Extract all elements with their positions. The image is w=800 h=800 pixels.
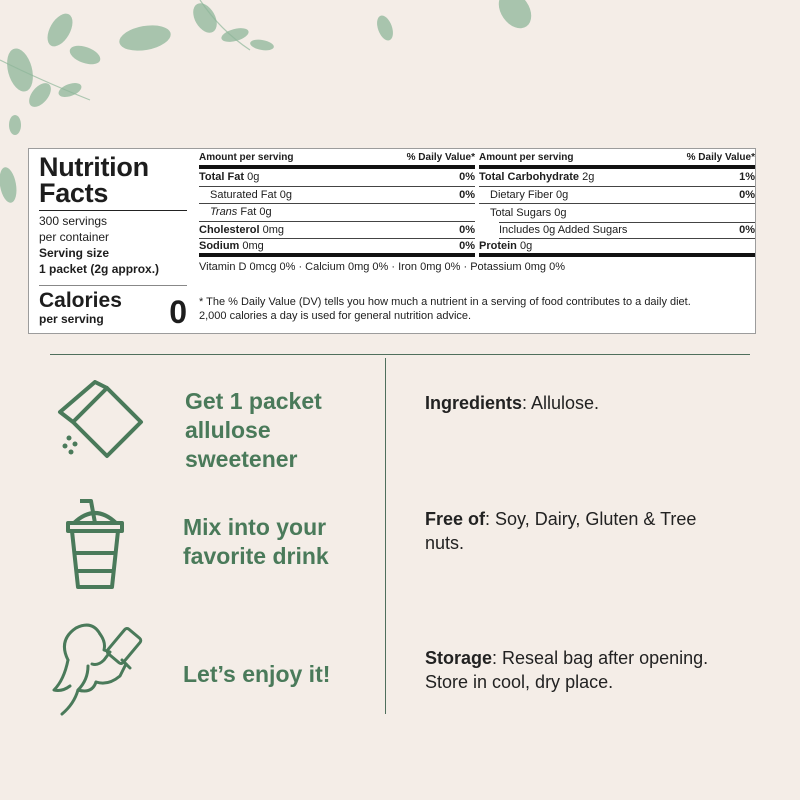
nutrient-dv: 0% xyxy=(459,223,475,236)
nutrient-dv: 0% xyxy=(459,188,475,201)
storage-info xyxy=(425,646,708,694)
nutrient-row xyxy=(479,187,755,205)
nutrient-amount: 0mg xyxy=(262,223,284,236)
nutrition-facts-panel xyxy=(28,148,756,334)
nutrient-column-left xyxy=(199,151,475,257)
nutrient-name: Protein xyxy=(479,239,517,252)
nutrient-name: Total Carbohydrate xyxy=(479,171,580,184)
step-line: Mix into your xyxy=(183,514,327,540)
nutrient-row xyxy=(499,222,755,240)
nutrient-row xyxy=(199,204,475,222)
nutrient-amount: 0g xyxy=(247,171,260,184)
nutrient-amount: 0g xyxy=(556,188,569,201)
step-line: Get 1 packet xyxy=(185,388,322,414)
nutrient-row xyxy=(479,204,755,222)
storage-value: : Reseal bag after opening. xyxy=(492,648,709,668)
nutrient-dv: 0% xyxy=(459,171,475,184)
step-line: sweetener xyxy=(185,446,298,472)
horizontal-divider xyxy=(50,354,750,355)
packet-icon xyxy=(55,380,145,465)
divider xyxy=(39,210,187,211)
nutrient-row xyxy=(199,239,475,257)
calories-label: Calories xyxy=(39,289,122,312)
nutrient-amount: 0g xyxy=(519,239,533,252)
nutrient-dv: 0% xyxy=(459,239,475,252)
nutrient-name: Fat xyxy=(240,206,257,219)
nutrient-row xyxy=(479,239,755,257)
nutrition-title: Nutrition xyxy=(39,152,149,182)
nutrient-name: Dietary Fiber xyxy=(490,188,553,201)
nutrient-name: Total Sugars xyxy=(490,206,552,219)
step-line: allulose xyxy=(185,417,271,443)
woman-drinking-icon xyxy=(48,620,148,718)
drink-cup-icon xyxy=(64,497,126,591)
step-line: Let’s enjoy it! xyxy=(183,661,331,687)
nutrient-row xyxy=(199,187,475,205)
step-2-text xyxy=(183,513,329,571)
facts-title: Facts xyxy=(39,178,109,208)
nutrition-facts-summary xyxy=(39,154,187,330)
nutrient-name-italic: Trans xyxy=(210,206,238,219)
free-of-value-cont: nuts. xyxy=(425,533,465,553)
column-header xyxy=(199,151,475,169)
footnote-line: 2,000 calories a day is used for general nutrition advice. xyxy=(199,310,472,322)
column-header xyxy=(479,151,755,169)
nutrient-name: Includes 0g Added Sugars xyxy=(499,224,628,237)
nutrient-amount: 0g xyxy=(259,206,272,219)
ingredients-value: : Allulose. xyxy=(522,393,600,413)
amount-header: Amount per serving xyxy=(199,152,294,163)
footnote-line: * The % Daily Value (DV) tells you how much a nutrient in a serving of food contributes to a daily diet. xyxy=(199,296,691,308)
nutrient-column-right xyxy=(479,151,755,257)
nutrient-dv: 1% xyxy=(739,171,755,184)
ingredients-info xyxy=(425,391,599,415)
nutrient-amount: 0g xyxy=(554,206,567,219)
nutrient-row xyxy=(199,222,475,240)
nutrient-amount: 0g xyxy=(279,188,292,201)
free-of-info xyxy=(425,507,696,555)
nutrient-name: Saturated Fat xyxy=(210,188,277,201)
nutrient-dv: 0% xyxy=(739,224,755,237)
nutrient-amount: 0mg xyxy=(242,239,264,252)
vertical-divider xyxy=(385,358,386,714)
divider xyxy=(39,285,187,286)
nutrient-row xyxy=(479,169,755,187)
serving-size-value: 1 packet (2g approx.) xyxy=(39,262,160,276)
serving-size-label: Serving size xyxy=(39,246,110,260)
calories-row xyxy=(39,290,187,330)
step-3-text xyxy=(183,660,330,689)
footnote xyxy=(199,295,749,323)
storage-value-cont: Store in cool, dry place. xyxy=(425,672,614,692)
nutrient-row xyxy=(199,169,475,187)
nutrient-amount: 2g xyxy=(582,171,595,184)
minerals-line: Vitamin D 0mcg 0% · Calcium 0mg 0% · Iron 0mg 0% · Potassium 0mg 0% xyxy=(199,261,565,273)
ingredients-label: Ingredients xyxy=(425,393,523,413)
servings-container: per container xyxy=(39,230,110,244)
free-of-value: : Soy, Dairy, Gluten & Tree xyxy=(485,509,697,529)
storage-label: Storage xyxy=(425,648,493,668)
nutrient-dv: 0% xyxy=(739,188,755,201)
calories-value: 0 xyxy=(169,294,187,330)
step-line: favorite drink xyxy=(183,543,329,569)
nutrient-name: Cholesterol xyxy=(199,223,260,236)
amount-header: Amount per serving xyxy=(479,152,574,163)
free-of-label: Free of xyxy=(425,509,486,529)
dv-header: % Daily Value* xyxy=(686,152,755,163)
calories-sub: per serving xyxy=(39,312,104,326)
nutrient-name: Total Fat xyxy=(199,171,245,184)
servings-count: 300 servings xyxy=(39,214,108,228)
step-1-text xyxy=(185,387,322,474)
dv-header: % Daily Value* xyxy=(406,152,475,163)
nutrient-name: Sodium xyxy=(199,239,240,252)
